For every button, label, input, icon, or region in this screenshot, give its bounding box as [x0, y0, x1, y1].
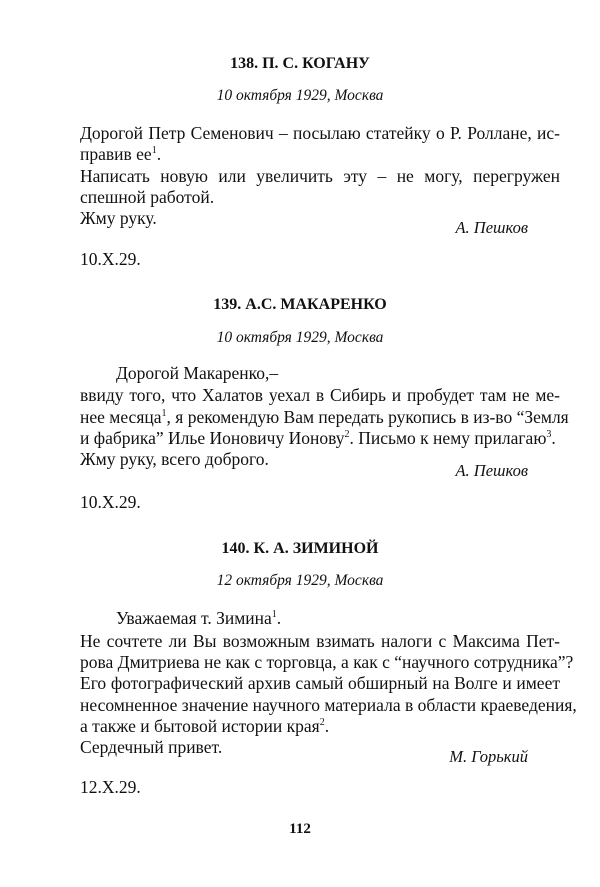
footnote-ref: 1	[151, 145, 157, 156]
letter-138-heading: 138. П. С. КОГАНУ	[230, 55, 370, 72]
letter-140-date-place: 12 октября 1929, Москва	[216, 572, 384, 589]
page-number: 112	[289, 821, 311, 837]
letter-139-closing-date: 10.X.29.	[80, 492, 141, 512]
letter-138-line-4: спешной работой.	[80, 187, 215, 207]
letter-138-date-place: 10 октября 1929, Москва	[216, 87, 384, 104]
letter-140-line-2: Не сочтете ли Вы возможным взимать налоги с Максима Пет-	[80, 631, 560, 651]
letter-139-line-2: ввиду того, что Халатов уехал в Сибирь и пробудет там не ме-	[80, 385, 560, 405]
letter-140-heading: 140. К. А. ЗИМИНОЙ	[221, 540, 379, 557]
letter-138-line-5: Жму руку.	[80, 208, 157, 228]
letter-138-line-2: правив $ее^1$.	[80, 144, 162, 164]
footnote-ref: 2	[319, 717, 325, 728]
letter-138-line-3: Написать новую или увеличить эту – не могу, перегружен	[80, 166, 560, 186]
letter-138-line-1: Дорогой Петр Семенович – посылаю статейку о Р. Роллане, ис-	[80, 123, 560, 143]
letter-139-signature: А. Пешков	[455, 461, 528, 480]
letter-140-line-4: Его фотографический архив самый обширный на Волге и имеет	[80, 673, 560, 693]
letter-140-line-1: Уважаемая т. Зимина$^1$.	[116, 608, 282, 628]
footnote-ref: 1	[271, 609, 277, 620]
letter-140-closing-date: 12.X.29.	[80, 777, 141, 797]
letter-138-signature: А. Пешков	[455, 218, 528, 237]
letter-138-closing-date: 10.X.29.	[80, 249, 141, 269]
letter-139-line-4: и фабрика” Илье Ионовичу Ионову$^2$. Письмо к нему прилагаю$^3$.	[80, 428, 556, 448]
footnote-ref: 3	[546, 429, 552, 440]
letter-140-line-3: рова Дмитриева не как с торговца, а как с “научного сотрудника”?	[80, 652, 574, 672]
letter-139-line-1: Дорогой Макаренко,–	[116, 363, 279, 383]
letter-140-line-5: несомненное значение научного материала в области краеведения,	[80, 695, 577, 715]
letter-139-date-place: 10 октября 1929, Москва	[216, 329, 384, 346]
letter-139-line-5: Жму руку, всего доброго.	[80, 449, 269, 469]
letter-139-line-3: нее месяца$^1$, я рекомендую Вам передать рукопись в из-во “Земля	[80, 407, 569, 427]
footnote-ref: 2	[344, 429, 350, 440]
letter-140-signature: М. Горький	[449, 747, 528, 766]
letter-140-line-7: Сердечный привет.	[80, 737, 223, 757]
footnote-ref: 1	[161, 408, 167, 419]
letter-139-heading: 139. А.С. МАКАРЕНКО	[213, 296, 387, 313]
letter-140-line-6: а также и бытовой истории края$^2$.	[80, 716, 330, 736]
